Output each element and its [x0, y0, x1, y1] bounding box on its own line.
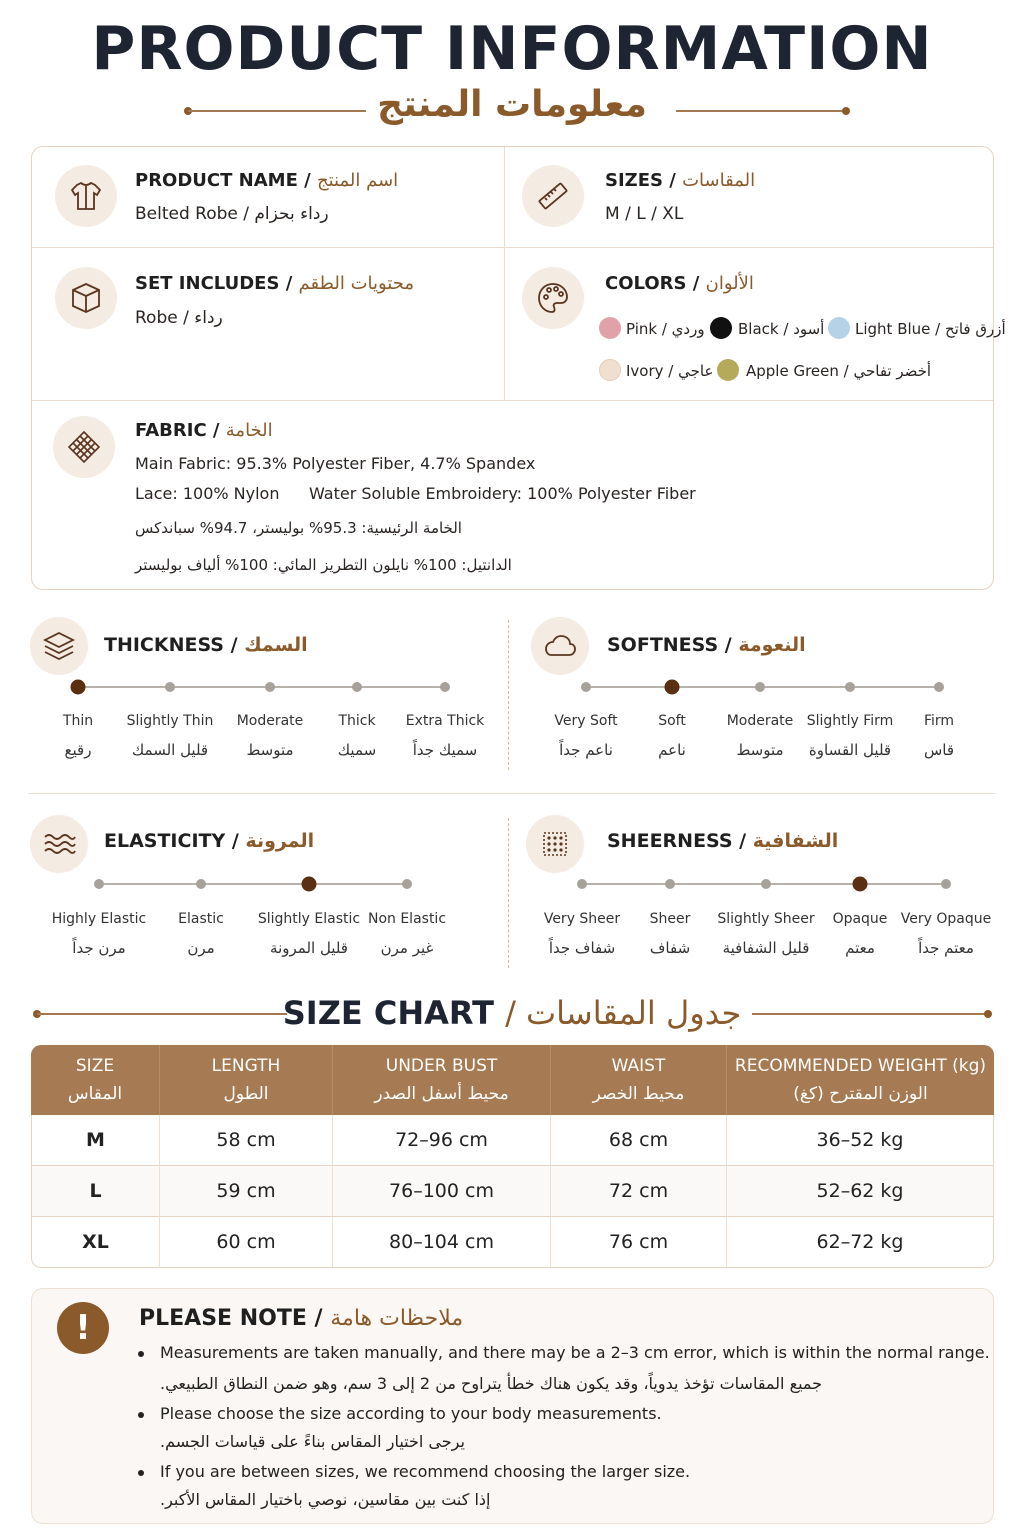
cell-size: M: [31, 1115, 160, 1166]
color-swatch-apple-green: [717, 359, 739, 381]
thickness-level-label-ar: رقيع: [64, 741, 92, 759]
decor-dot: [842, 107, 850, 115]
decor-line: [676, 110, 846, 112]
colors-label: COLORS / الألوان: [605, 273, 754, 294]
softness-level-label-ar: ناعم جداً: [559, 741, 613, 759]
cell-length: 59 cm: [160, 1166, 333, 1217]
divider: [508, 818, 509, 968]
softness-level-label: Firm: [923, 713, 955, 729]
set-includes-label: SET INCLUDES / محتويات الطقم: [135, 273, 415, 294]
sheerness-level-dot: [577, 879, 587, 889]
waves-icon: [30, 815, 88, 873]
fabric-embroidery: Water Soluble Embroidery: 100% Polyester Fiber: [309, 484, 696, 503]
divider: [504, 147, 505, 400]
elasticity-scale-line: [99, 883, 407, 885]
thickness-level-label-ar: سميك: [337, 741, 377, 759]
elasticity-level-label-ar: مرن: [187, 939, 215, 957]
page-title: PRODUCT INFORMATION: [91, 14, 933, 84]
sheerness-level-dot-active: [853, 877, 868, 892]
color-swatch-pink: [599, 317, 621, 339]
softness-level-label: Slightly Firm: [806, 713, 894, 729]
bullet-icon: [138, 1412, 144, 1418]
color-swatch-ivory: [599, 359, 621, 381]
color-label-black: Black / أسود: [738, 320, 825, 338]
palette-icon: [522, 267, 584, 329]
color-label-light-blue: Light Blue / أزرق فاتح: [855, 320, 1006, 338]
fabric-icon: [53, 416, 115, 478]
softness-level-label-ar: متوسط: [736, 741, 784, 759]
cell-weight: 52–62 kg: [727, 1166, 994, 1217]
fabric-lace: Lace: 100% Nylon: [135, 484, 280, 503]
softness-level-dot: [581, 682, 591, 692]
divider: [32, 247, 993, 248]
table-row: [31, 1115, 994, 1166]
elasticity-level-label-ar: قليل المرونة: [270, 939, 348, 957]
elasticity-title: ELASTICITY / المرونة: [104, 830, 315, 852]
layers-icon: [30, 617, 88, 675]
fabric-lace-ar: الدانتيل: 100% نايلون التطريز المائي: 100% ألياف بوليستر: [135, 556, 512, 574]
softness-level-dot: [755, 682, 765, 692]
note-item-en: Measurements are taken manually, and there may be a 2–3 cm error, which is within the normal range.: [160, 1343, 990, 1362]
sheerness-level-label-ar: شفاف جداً: [548, 939, 616, 957]
cell-length: 58 cm: [160, 1115, 333, 1166]
cell-under-bust: 76–100 cm: [333, 1166, 551, 1217]
table-header-row: [31, 1045, 994, 1115]
cell-under-bust: 72–96 cm: [333, 1115, 551, 1166]
sheerness-level-dot: [761, 879, 771, 889]
cell-weight: 62–72 kg: [727, 1217, 994, 1268]
thickness-level-dot: [440, 682, 450, 692]
sheerness-level-label: Very Sheer: [543, 911, 621, 927]
color-swatch-light-blue: [828, 317, 850, 339]
cell-size: XL: [31, 1217, 160, 1268]
shirt-icon: [55, 165, 117, 227]
decor-line: [752, 1013, 988, 1015]
cell-under-bust: 80–104 cm: [333, 1217, 551, 1268]
header-waist: WAIST محيط الخصر: [551, 1045, 727, 1115]
elasticity-level-label: Elastic: [178, 911, 224, 927]
color-label-pink: Pink / وردي: [626, 320, 705, 338]
elasticity-level-label-ar: غير مرن: [380, 939, 434, 957]
elasticity-level-label-ar: مرن جداً: [72, 939, 126, 957]
fabric-label: FABRIC / الخامة: [135, 420, 273, 441]
thickness-level-label: Thick: [338, 713, 376, 729]
elasticity-level-label: Highly Elastic: [51, 911, 147, 927]
color-label-ivory: Ivory / عاجي: [626, 362, 714, 380]
note-item-ar: إذا كنت بين مقاسين، نوصي باختيار المقاس الأكبر.: [160, 1490, 491, 1509]
thickness-level-dot: [352, 682, 362, 692]
set-includes-value: Robe / رداء: [135, 308, 223, 328]
thickness-level-dot: [165, 682, 175, 692]
table-row: [31, 1217, 994, 1268]
exclamation-icon: !: [57, 1302, 109, 1354]
table-row: [31, 1166, 994, 1217]
sheerness-level-label-ar: شفاف: [649, 939, 691, 957]
header-size: SIZE المقاس: [31, 1045, 160, 1115]
note-title: PLEASE NOTE / ملاحظات هامة: [139, 1306, 464, 1331]
elasticity-level-dot: [402, 879, 412, 889]
softness-level-label-ar: قليل القساوة: [808, 741, 892, 759]
sheerness-level-dot: [665, 879, 675, 889]
note-item-ar: جميع المقاسات تؤخذ يدوياً، وقد يكون هناك خطأ يتراوح من 2 إلى 3 سم، وهو ضمن النطاق الطبيعي.: [160, 1374, 823, 1393]
thickness-level-dot: [265, 682, 275, 692]
size-chart-table: [31, 1045, 994, 1268]
cell-waist: 76 cm: [551, 1217, 727, 1268]
ruler-icon: [522, 165, 584, 227]
product-name-label: PRODUCT NAME / اسم المنتج: [135, 170, 399, 191]
sheerness-level-dot: [941, 879, 951, 889]
bullet-icon: [138, 1470, 144, 1476]
note-item-en: If you are between sizes, we recommend choosing the larger size.: [160, 1462, 691, 1481]
softness-level-dot: [845, 682, 855, 692]
elasticity-level-dot: [196, 879, 206, 889]
elasticity-level-label: Slightly Elastic: [257, 911, 361, 927]
color-label-apple-green: Apple Green / أخضر تفاحي: [746, 362, 932, 380]
thickness-level-label-ar: متوسط: [246, 741, 294, 759]
color-swatch-black: [710, 317, 732, 339]
thickness-scale-line: [78, 686, 446, 688]
sheerness-title: SHEERNESS / الشفافية: [607, 830, 839, 852]
page-title-ar: معلومات المنتج: [377, 84, 647, 125]
thickness-level-dot-active: [71, 680, 86, 695]
elasticity-level-dot-active: [302, 877, 317, 892]
softness-level-dot-active: [665, 680, 680, 695]
thickness-level-label-ar: سميك جداً: [412, 741, 478, 759]
fabric-main-ar: الخامة الرئيسية: 95.3% بوليستر، 94.7% سباندكس: [135, 519, 462, 537]
header-length: LENGTH الطول: [160, 1045, 333, 1115]
box-icon: [55, 267, 117, 329]
divider: [32, 400, 993, 401]
sheerness-level-label-ar: معتم: [845, 939, 875, 957]
elasticity-level-dot: [94, 879, 104, 889]
softness-level-label: Soft: [658, 713, 686, 729]
sizes-label: SIZES / المقاسات: [605, 170, 756, 191]
bullet-icon: [138, 1351, 144, 1357]
sheerness-level-label: Sheer: [649, 911, 691, 927]
thickness-title: THICKNESS / السمك: [104, 634, 308, 656]
thickness-level-label-ar: قليل السمك: [131, 741, 209, 759]
cell-waist: 68 cm: [551, 1115, 727, 1166]
softness-title: SOFTNESS / النعومة: [607, 634, 806, 656]
cell-weight: 36–52 kg: [727, 1115, 994, 1166]
decor-dot: [984, 1010, 992, 1018]
sizes-value: M / L / XL: [605, 204, 684, 224]
softness-level-label-ar: ناعم: [658, 741, 686, 759]
header-recommended-weight: RECOMMENDED WEIGHT (kg) الوزن المقترح (كغ): [727, 1045, 994, 1115]
product-name-value: Belted Robe / رداء بحزام: [135, 204, 329, 224]
mesh-icon: [526, 815, 584, 873]
cell-waist: 72 cm: [551, 1166, 727, 1217]
softness-level-label: Moderate: [726, 713, 794, 729]
sheerness-level-label-ar: معتم جداً: [918, 939, 974, 957]
sheerness-level-label: Opaque: [832, 911, 888, 927]
cell-size: L: [31, 1166, 160, 1217]
sheerness-level-label: Slightly Sheer: [717, 911, 815, 927]
elasticity-level-label: Non Elastic: [367, 911, 447, 927]
thickness-level-label: Extra Thick: [405, 713, 485, 729]
thickness-level-label: Slightly Thin: [126, 713, 214, 729]
softness-level-label: Very Soft: [554, 713, 618, 729]
header-under-bust: UNDER BUST محيط أسفل الصدر: [333, 1045, 551, 1115]
sheerness-level-label: Very Opaque: [900, 911, 992, 927]
softness-level-dot: [934, 682, 944, 692]
divider: [508, 620, 509, 770]
note-item-ar: يرجى اختيار المقاس بناءً على قياسات الجسم.: [160, 1432, 465, 1451]
cloud-icon: [531, 617, 589, 675]
cell-length: 60 cm: [160, 1217, 333, 1268]
divider: [28, 793, 995, 794]
sheerness-level-label-ar: قليل الشفافية: [722, 939, 810, 957]
fabric-main: Main Fabric: 95.3% Polyester Fiber, 4.7% Spandex: [135, 454, 536, 473]
thickness-level-label: Thin: [62, 713, 94, 729]
note-item-en: Please choose the size according to your body measurements.: [160, 1404, 662, 1423]
size-chart-title: SIZE CHART / جدول المقاسات: [282, 994, 742, 1032]
thickness-level-label: Moderate: [236, 713, 304, 729]
softness-level-label-ar: قاس: [923, 741, 955, 759]
